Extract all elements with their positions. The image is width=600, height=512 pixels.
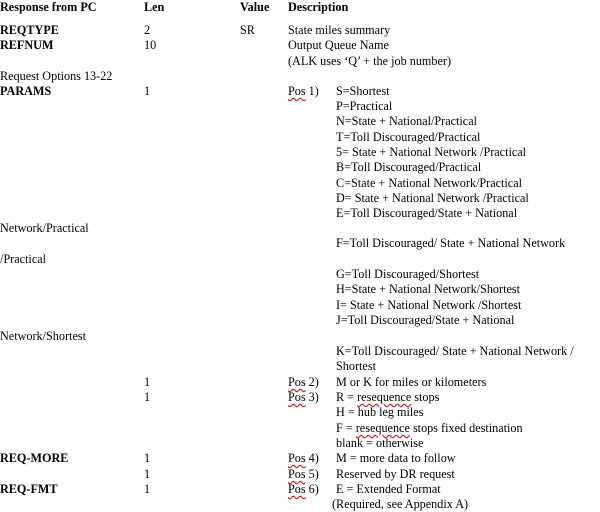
- pos-label: Pos: [288, 390, 306, 404]
- field-reqtype-desc: State miles summary: [288, 23, 391, 37]
- field-reqfmt-desc: E = Extended Format: [336, 482, 441, 496]
- pos-label: Pos: [288, 375, 306, 389]
- r-suffix: stops: [411, 390, 440, 404]
- params-option-k-cont: Shortest: [336, 359, 376, 373]
- params-wrap-network-shortest: Network/Shortest: [0, 329, 86, 343]
- field-reqmore-pos: [288, 451, 319, 466]
- params-option-e: E=Toll Discouraged/State + National: [336, 206, 518, 220]
- pos-label: Pos: [288, 482, 306, 496]
- params-option-n: N=State + National/Practical: [336, 114, 477, 128]
- params-option-k: K=Toll Discouraged/ State + National Network /: [336, 344, 574, 358]
- f-resequence-word: resequence: [355, 421, 410, 435]
- params-wrap-network-practical: Network/Practical: [0, 221, 89, 235]
- field-params-pos: [288, 84, 319, 99]
- field-reqfmt-note: (Required, see Appendix A): [332, 497, 469, 511]
- params-option-t: T=Toll Discouraged/Practical: [336, 130, 481, 144]
- field-params-name: PARAMS: [0, 84, 52, 98]
- field-pos5-desc: Reserved by DR request: [336, 467, 455, 481]
- field-pos2-desc: M or K for miles or kilometers: [336, 375, 487, 389]
- field-pos3-len: 1: [144, 390, 151, 404]
- pos-number: 6): [308, 482, 319, 496]
- field-refnum-name: REFNUM: [0, 38, 54, 52]
- field-refnum-desc2: (ALK uses ‘Q’ + the job number): [288, 54, 452, 68]
- field-reqmore-len: 1: [144, 451, 151, 465]
- pos-number: 2): [308, 375, 319, 389]
- r-resequence-word: resequence: [357, 390, 412, 404]
- params-option-f: F=Toll Discouraged/ State + National Network: [336, 236, 566, 250]
- f-suffix: stops fixed destination: [409, 421, 523, 435]
- params-option-d: D= State + National Network /Practical: [336, 191, 529, 205]
- r-prefix: R =: [336, 390, 358, 404]
- pos-number: 3): [308, 390, 319, 404]
- params-option-p: P=Practical: [336, 99, 393, 113]
- field-pos3-r: [336, 390, 439, 405]
- pos-label: Pos: [288, 84, 306, 98]
- params-option-b: B=Toll Discouraged/Practical: [336, 160, 482, 174]
- params-option-h: H=State + National Network/Shortest: [336, 282, 521, 296]
- field-reqtype-len: 2: [144, 23, 151, 37]
- pos-number: 1): [308, 84, 319, 98]
- params-wrap-practical: /Practical: [0, 252, 47, 266]
- f-prefix: F =: [336, 421, 356, 435]
- field-reqfmt-name: REQ-FMT: [0, 482, 58, 496]
- pos-label: Pos: [288, 451, 306, 465]
- field-refnum-len: 10: [144, 38, 157, 52]
- pos-label: Pos: [288, 467, 306, 481]
- field-reqmore-name: REQ-MORE: [0, 451, 69, 465]
- params-option-s: S=Shortest: [336, 84, 390, 98]
- field-reqtype-name: REQTYPE: [0, 23, 59, 37]
- header-len: Len: [144, 0, 165, 14]
- field-pos3-blank: blank = otherwise: [336, 436, 424, 450]
- params-option-i: I= State + National Network /Shortest: [336, 298, 522, 312]
- field-pos5-len: 1: [144, 467, 151, 481]
- field-reqtype-value: SR: [240, 23, 255, 37]
- field-reqmore-desc: M = more data to follow: [336, 451, 456, 465]
- header-response: Response from PC: [0, 0, 97, 14]
- field-pos2-len: 1: [144, 375, 151, 389]
- pos-number: 4): [308, 451, 319, 465]
- field-pos2-pos: [288, 375, 319, 390]
- field-pos3-f: [336, 421, 523, 436]
- pos-number: 5): [308, 467, 319, 481]
- field-pos5-pos: [288, 467, 319, 482]
- params-option-g: G=Toll Discouraged/Shortest: [336, 267, 480, 281]
- field-params-len: 1: [144, 84, 151, 98]
- field-refnum-desc: Output Queue Name: [288, 38, 389, 52]
- header-description: Description: [288, 0, 349, 14]
- params-option-j: J=Toll Discouraged/State + National: [336, 313, 515, 327]
- field-reqfmt-pos: [288, 482, 319, 497]
- field-pos3-pos: [288, 390, 319, 405]
- params-option-5: 5= State + National Network /Practical: [336, 145, 527, 159]
- params-option-c: C=State + National Network/Practical: [336, 176, 523, 190]
- header-value: Value: [240, 0, 270, 14]
- field-reqfmt-len: 1: [144, 482, 151, 496]
- request-options-label: Request Options 13-22: [0, 69, 113, 83]
- field-pos3-h: H = hub leg miles: [336, 405, 424, 419]
